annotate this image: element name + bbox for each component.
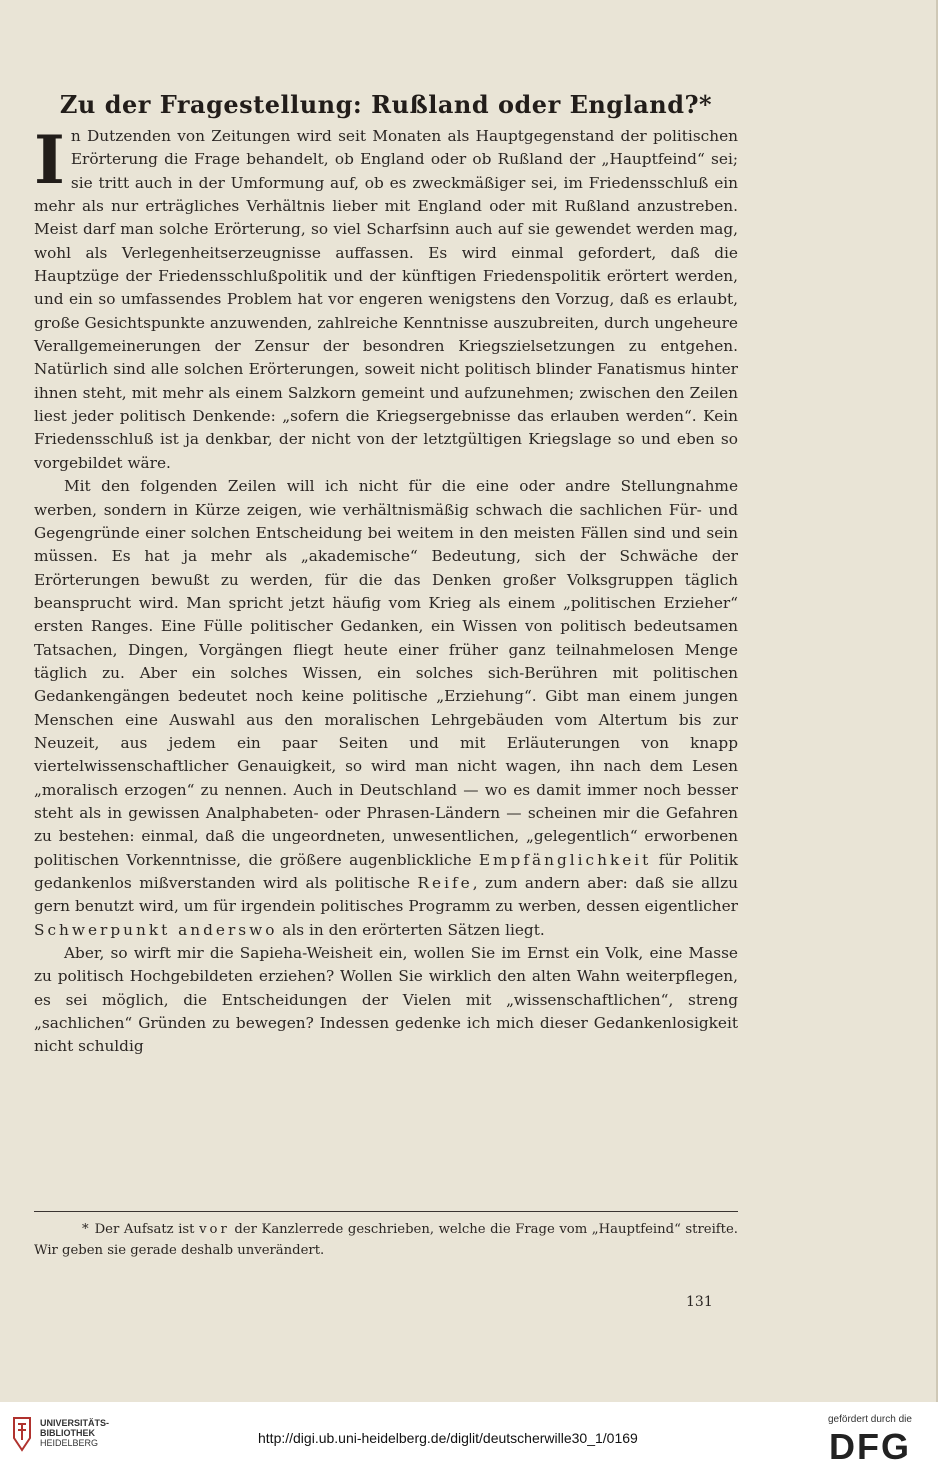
footnote-mark: * — [82, 1222, 89, 1237]
paragraph-1 — [34, 121, 738, 475]
funded-by-label: gefördert durch die — [828, 1414, 912, 1425]
viewer-footer — [0, 1402, 938, 1474]
paragraph-2-text-d: als in den erörterten Sätzen liegt. — [282, 920, 545, 939]
footnote-rule — [34, 1211, 738, 1212]
footnote-text-a: Der Aufsatz ist — [94, 1222, 195, 1237]
source-url-link[interactable]: http://digi.ub.uni-heidelberg.de/diglit/deutscherwille30_1/0169 — [258, 1430, 638, 1446]
dfg-logo: DFG — [829, 1426, 911, 1467]
drop-cap: I — [34, 121, 65, 199]
paragraph-2-text-a: Mit den folgenden Zeilen will ich nicht für die eine oder andre Stellungnahme werben, sondern in Kürze zeigen, wie verhältnismäßig schwach die sachlichen Für- und Gegengründe einer solchen Entscheidung bei weitem in den meisten Fällen sind und sein müssen. Es hat ja mehr als „akademische“ Bedeutung, sich der Schwäche der Erörterungen bewußt zu werden, für die das Denken großer Volksgruppen täglich beansprucht wird. Man spricht jetzt häufig vom Krieg als einem „politischen Erzieher“ ersten Ranges. Eine Fülle politischer Gedanken, ein Wissen von politisch bedeutsamen Tatsachen, Dingen, Vorgängen fliegt heute einer früher ganz teilnahmelosen Menge täglich zu. Aber ein solches Wissen, ein solches sich-Berühren mit politischen Gedankengängen bedeutet noch keine politische „Erziehung“. Gibt man einem jungen Menschen eine Auswahl aus den moralischen Lehrgebäuden vom Altertum bis zur Neuzeit, aus jedem ein paar Seiten und mit Erläuterungen von knapp viertelwissenschaftlicher Genauigkeit, so wird man nicht wagen, ihn nach dem Lesen „moralisch erzogen“ zu nennen. Auch in Deutschland — wo es damit immer noch besser steht als in gewissen Analphabeten- oder Phrasen-Ländern — scheinen mir die Gefahren zu bestehen: einmal, daß die ungeordneten, unwesentlichen, „gelegentlich“ erworbenen politischen Vorkenntnisse, die größere augenblickliche — [34, 477, 738, 869]
library-line-2: BIBLIOTHEK — [40, 1428, 95, 1438]
footnote — [34, 1219, 738, 1261]
article-title: Zu der Fragestellung: Rußland oder England?* — [59, 90, 713, 119]
university-seal-icon — [10, 1416, 34, 1454]
footnote-emphasis: vor — [199, 1222, 230, 1237]
library-line-3: HEIDELBERG — [40, 1438, 99, 1448]
footnote-text-b: der Kanzlerrede geschrieben, welche die Frage vom „Hauptfeind“ streifte. Wir geben sie gerade deshalb unverändert. — [34, 1222, 738, 1258]
page-number: 131 — [686, 1294, 713, 1310]
article-content — [34, 90, 738, 1059]
emphasis-spaced-1: Empfänglichkeit — [478, 850, 652, 869]
paragraph-2-text-b: für Politik gedankenlos mißverstanden wird als politische — [34, 850, 738, 892]
article-body — [34, 121, 738, 1059]
library-name — [40, 1418, 109, 1448]
library-line-1: UNIVERSITÄTS- — [40, 1418, 110, 1428]
emphasis-spaced-2: Reife — [417, 874, 473, 892]
paragraph-2-text-c: , zum andern aber: daß sie allzu gern benutzt wird, um für irgendein politisches Programm zu werben, dessen eigentlicher — [34, 874, 738, 916]
emphasis-spaced-3: Schwerpunkt anderswo — [34, 920, 278, 939]
paragraph-1-text: n Dutzenden von Zeitungen wird seit Monaten als Hauptgegenstand der politischen Erörterung die Frage behandelt, ob England oder ob Rußland der „Hauptfeind“ sei; sie tritt auch in der Umformung auf, ob es zweckmäßiger sei, im Friedensschluß ein mehr als nur erträgliches Verhältnis lieber mit England oder mit Rußland anzustreben. Meist darf man solche Erörterung, so viel Scharfsinn auch auf sie gewendet werden mag, wohl als Verlegenheitserzeugnisse auffassen. Es wird einmal gefordert, daß die Hauptzüge der Friedensschlußpolitik und der künftigen Friedenspolitik erörtert werden, und ein so umfassendes Problem hat vor engeren wenigstens den Vorzug, daß es erlaubt, große Gesichtspunkte anzuwenden, zahlreiche Kenntnisse auszubreiten, durch ungeheure Verallgemeinerungen der Zensur der besondren Kriegszielsetzungen zu entgehen. Natürlich sind alle solchen Erörterungen, soweit nicht politisch blinder Fanatismus hinter ihnen steht, mit mehr als einem Salzkorn gemeint und aufzunehmen; zwischen den Zeilen liest jeder politisch Denkende: „sofern die Kriegsergebnisse das erlauben werden“. Kein Friedensschluß ist ja denkbar, der nicht von der letztgültigen Kriegslage so und eben so vorgebildet wäre. — [34, 127, 738, 472]
paragraph-2 — [34, 475, 738, 942]
paragraph-3: Aber, so wirft mir die Sapieha-Weisheit ein, wollen Sie im Ernst ein Volk, eine Masse zu politisch Hochgebildeten erziehen? Wollen Sie wirklich den alten Wahn weiterpflegen, es sei möglich, die Entscheidungen der Vielen mit „wissenschaftlichen“, streng „sachlichen“ Gründen zu bewegen? Indessen gedenke ich mich dieser Gedankenlosigkeit nicht schuldig — [34, 944, 738, 1056]
